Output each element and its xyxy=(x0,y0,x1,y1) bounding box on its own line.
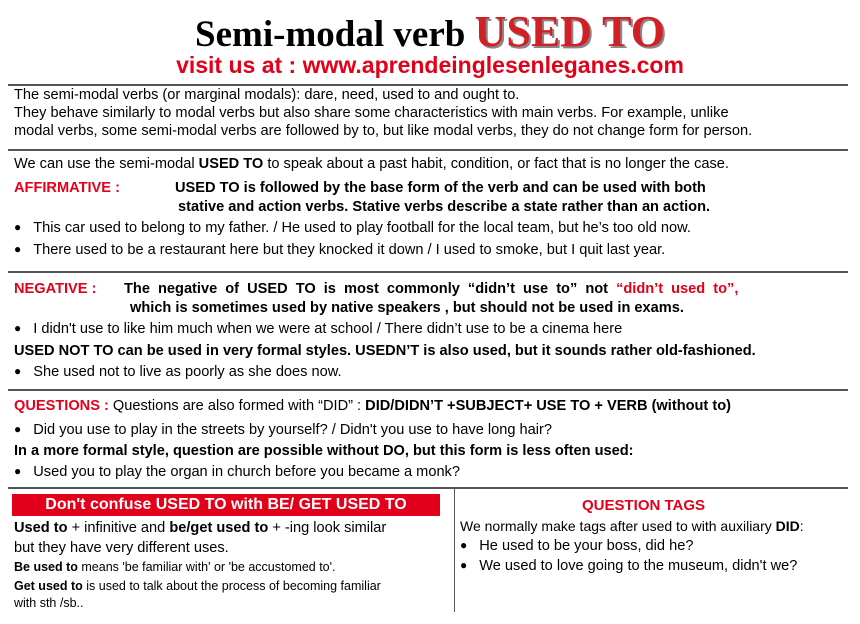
usage-pre: We can use the semi-modal xyxy=(14,156,199,172)
question-tags-title: QUESTION TAGS xyxy=(582,497,706,514)
intro-line-1: The semi-modal verbs (or marginal modals): dare, need, used to and ought to. xyxy=(14,87,520,103)
questions-example-1: ● Did you use to play in the streets by yourself? / Didn't you use to have long hair? xyxy=(14,422,552,438)
confuse-be-get: be/get used to xyxy=(169,520,269,536)
affirmative-example-1: ● This car used to belong to my father. / He used to play football for the local team, but he’s too old now. xyxy=(14,220,691,236)
questions-label: QUESTIONS : xyxy=(14,398,109,414)
question-tags-example-1: ● He used to be your boss, did he? xyxy=(460,538,693,554)
negative-rule-2: which is sometimes used by native speakers , but should not be used in exams. xyxy=(130,300,684,316)
negative-formal-note: USED NOT TO can be used in very formal styles. USEDN’T is also used, but it sounds rather old-fashioned. xyxy=(14,343,756,359)
questions-line xyxy=(14,398,731,414)
confuse-line-4 xyxy=(14,579,381,593)
negative-example-1: ● I didn't use to like him much when we were at school / There didn’t use to be a cinema here xyxy=(14,321,622,337)
intro-line-3: modal verbs, some semi-modal verbs are followed by to, but like modal verbs, they do not change form for person. xyxy=(14,123,753,139)
negative-rule-1-text: The negative of USED TO is most commonly “didn’t use to” not xyxy=(124,281,617,297)
title-highlight: USED TO xyxy=(474,7,665,56)
confuse-used-to: Used to xyxy=(14,520,68,536)
usage-line xyxy=(14,156,729,172)
affirmative-example-2: ● There used to be a restaurant here but they knocked it down / I used to smoke, but I quit last year. xyxy=(14,242,665,258)
divider xyxy=(8,271,848,273)
intro-line-2: They behave similarly to modal verbs but also share some characteristics with main verbs. For example, unlike xyxy=(14,105,729,121)
confuse-text: + -ing look similar xyxy=(268,520,387,536)
confuse-line-5: with sth /sb.. xyxy=(14,596,84,610)
affirmative-label: AFFIRMATIVE : xyxy=(14,180,120,196)
confuse-text: + infinitive and xyxy=(67,520,170,536)
get-used-to-def: is used to talk about the process of becoming familiar xyxy=(82,579,381,593)
website-subtitle[interactable]: visit us at : www.aprendeinglesenleganes.com xyxy=(176,52,684,78)
negative-rule-1 xyxy=(124,281,738,297)
confuse-banner: Don't confuse USED TO with BE/ GET USED TO xyxy=(12,494,440,516)
confuse-line-1 xyxy=(14,520,386,536)
usage-bold: USED TO xyxy=(198,156,264,172)
get-used-to-term: Get used to xyxy=(14,579,83,593)
title-main: Semi-modal verb xyxy=(195,14,475,55)
questions-example-2: ● Used you to play the organ in church before you became a monk? xyxy=(14,464,460,480)
be-used-to-term: Be used to xyxy=(14,560,78,574)
column-divider xyxy=(454,488,455,612)
question-tags-example-2: ● We used to love going to the museum, didn't we? xyxy=(460,558,797,574)
questions-text: Questions are also formed with “DID” : xyxy=(108,398,366,414)
affirmative-rule-1: USED TO is followed by the base form of the verb and can be used with both xyxy=(175,180,706,196)
usage-post: to speak about a past habit, condition, or fact that is no longer the case. xyxy=(263,156,729,172)
affirmative-rule-2: stative and action verbs. Stative verbs describe a state rather than an action. xyxy=(178,199,711,215)
tags-colon: : xyxy=(799,518,804,534)
questions-formal-note: In a more formal style, question are possible without DO, but this form is less often used: xyxy=(14,443,634,459)
questions-formula: DID/DIDN’T +SUBJECT+ USE TO + VERB (without to) xyxy=(365,398,731,414)
page-title xyxy=(0,6,860,57)
negative-label: NEGATIVE : xyxy=(14,281,97,297)
divider xyxy=(8,389,848,391)
divider xyxy=(8,487,848,489)
question-tags-text xyxy=(460,518,804,534)
tags-text-pre: We normally make tags after used to with auxiliary xyxy=(460,518,776,534)
divider xyxy=(8,84,848,86)
confuse-line-2: but they have very different uses. xyxy=(14,540,229,556)
negative-example-2: ● She used not to live as poorly as she does now. xyxy=(14,364,342,380)
divider xyxy=(8,149,848,151)
be-used-to-def: means 'be familiar with' or 'be accustomed to'. xyxy=(77,560,336,574)
tags-did: DID xyxy=(775,518,800,534)
negative-rule-1-red: “didn’t used to”, xyxy=(616,281,739,297)
confuse-line-3 xyxy=(14,560,335,574)
